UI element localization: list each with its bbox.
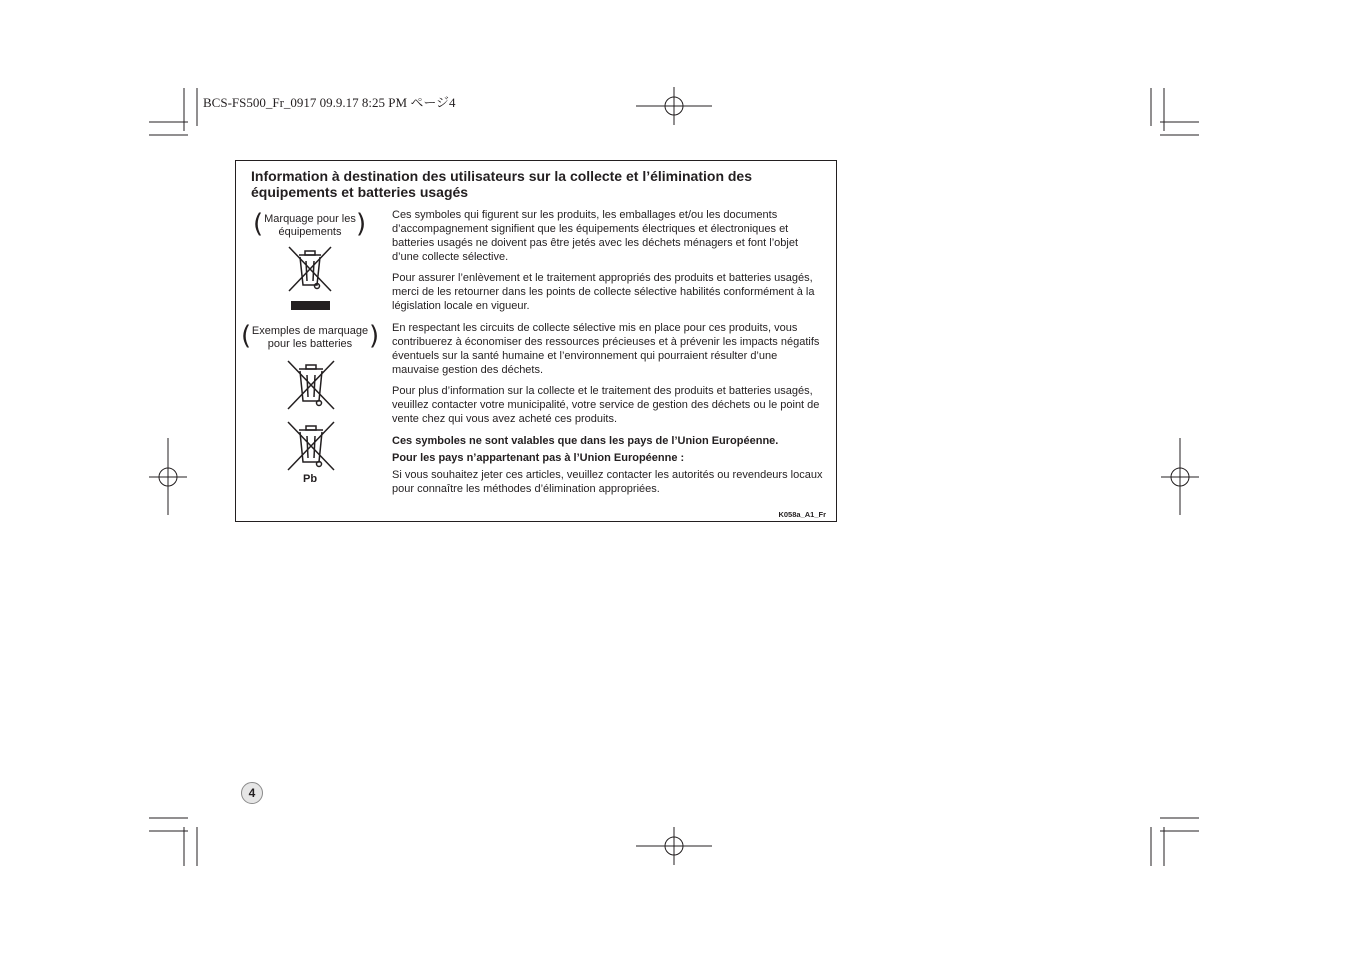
paren-right: ) xyxy=(369,321,380,351)
crossed-bin-icon xyxy=(286,359,336,411)
equipment-caption: Marquage pour les équipements xyxy=(264,213,356,238)
crossed-bin-with-bar-icon xyxy=(286,245,334,313)
pb-label: Pb xyxy=(303,473,318,485)
non-eu-heading: Pour les pays n’appartenant pas à l’Union Européenne : xyxy=(392,452,685,464)
paragraph-3: En respectant les circuits de collecte sélective mis en place pour ces produits, vous contribuerez à économiser des ressources précieuses et à prévenir les impacts négatifs éventuels sur la santé humaine et l’environnement qui pourraient résulter d’une mauvaise gestion des déchets. xyxy=(392,322,820,376)
paren-left: ( xyxy=(241,321,252,351)
disposal-notice-box xyxy=(235,160,837,522)
paren-left: ( xyxy=(253,209,264,239)
battery-caption: Exemples de marquage pour les batteries xyxy=(251,325,369,350)
print-slug: BCS-FS500_Fr_0917 09.9.17 8:25 PM ページ4 xyxy=(203,95,456,110)
paragraph-4: Pour plus d’information sur la collecte et le traitement des produits et batteries usagés, veuillez contacter votre municipalité, votre service de gestion des déchets ou le point de vente chez qui vous avez acheté ces produits. xyxy=(392,385,820,425)
crossed-bin-pb-icon xyxy=(286,420,336,472)
non-eu-text: Si vous souhaitez jeter ces articles, veuillez contacter les autorités ou revendeurs locaux pour connaître les méthodes d’élimination appropriées. xyxy=(392,469,823,495)
page-number-badge: 4 xyxy=(241,782,263,804)
paragraph-2: Pour assurer l’enlèvement et le traitement appropriés des produits et batteries usagés, merci de les retourner dans les points de collecte sélective habilités conformément à la législation locale en vigueur. xyxy=(392,272,815,312)
reference-code: K058a_A1_Fr xyxy=(778,510,826,519)
eu-only-note: Ces symboles ne sont valables que dans les pays de l’Union Européenne. xyxy=(392,435,779,447)
paragraph-1: Ces symboles qui figurent sur les produits, les emballages et/ou les documents d’accompagnement signifient que les équipements électriques et électroniques et batteries usagés ne doivent pas être jetés avec les déchets ménagers et font l’objet d’une collecte sélective. xyxy=(392,209,799,263)
notice-title: Information à destination des utilisateurs sur la collecte et l’élimination des équipements et batteries usagés xyxy=(251,168,753,200)
paren-right: ) xyxy=(356,209,367,239)
